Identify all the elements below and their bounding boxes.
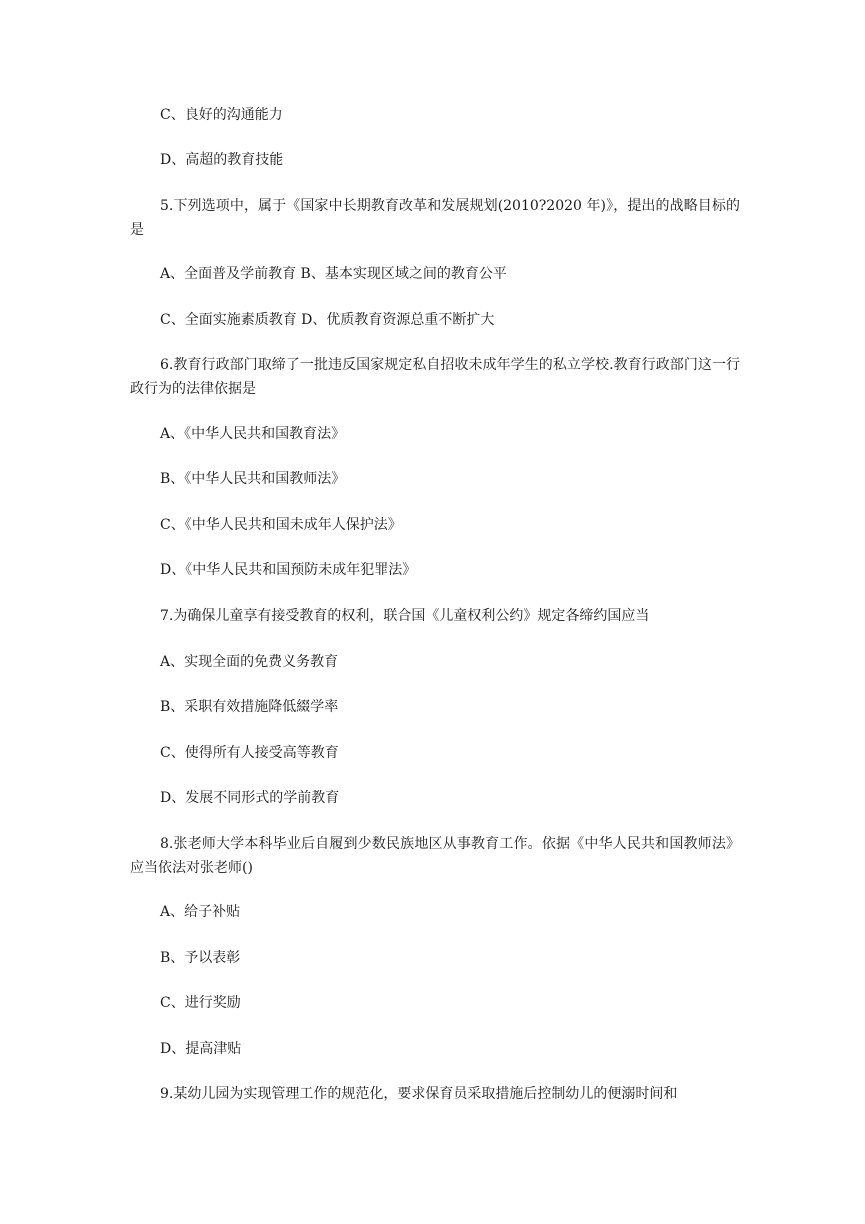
option-b-q8: B、予以表彰 xyxy=(160,950,241,966)
option-d-q8: D、提高津贴 xyxy=(160,1041,242,1057)
option-c-q7: C、使得所有人接受高等教育 xyxy=(160,745,339,761)
question-8: 8.张老师大学本科毕业后自履到少数民族地区从事教育工作。依据《中华人民共和国教师法》应当依法对张老师() xyxy=(130,836,740,876)
option-a-q7: A、实现全面的免费义务教育 xyxy=(160,654,339,670)
question-9: 9.某幼儿园为实现管理工作的规范化，要求保育员采取措施后控制幼儿的便溺时间和 xyxy=(160,1086,678,1102)
option-a-q6: A、《中华人民共和国教育法》 xyxy=(160,426,346,442)
question-7: 7.为确保儿童享有接受教育的权利，联合国《儿童权利公约》规定各缔约国应当 xyxy=(160,608,650,624)
option-b-q7: B、采职有效措施降低綴学率 xyxy=(160,699,339,715)
option-c-q4: C、良好的沟通能力 xyxy=(160,107,283,123)
option-c-q8: C、进行奖励 xyxy=(160,995,241,1011)
question-5: 5.下列选项中，属于《国家中长期教育改革和发展规划(2010?2020 年)》，提出的战略目标的是 xyxy=(130,198,740,238)
option-c-q6: C、《中华人民共和国未成年人保护法》 xyxy=(160,517,402,533)
option-d-q6: D、《中华人民共和国预防未成年犯罪法》 xyxy=(160,562,417,578)
question-6: 6.教育行政部门取缔了一批违反国家规定私自招收未成年学生的私立学校.教育行政部门这一行政行为的法律依据是 xyxy=(130,357,740,397)
option-d-q4: D、高超的教育技能 xyxy=(160,152,284,168)
option-d-q7: D、发展不同形式的学前教育 xyxy=(160,790,340,806)
option-a-q8: A、给子补贴 xyxy=(160,904,241,920)
options-cd-q5: C、全面实施素质教育 D、优质教育资源总重不断扩大 xyxy=(160,312,495,328)
options-ab-q5: A、全面普及学前教育 B、基本实现区域之间的教育公平 xyxy=(160,266,507,282)
option-b-q6: B、《中华人民共和国教师法》 xyxy=(160,471,346,487)
